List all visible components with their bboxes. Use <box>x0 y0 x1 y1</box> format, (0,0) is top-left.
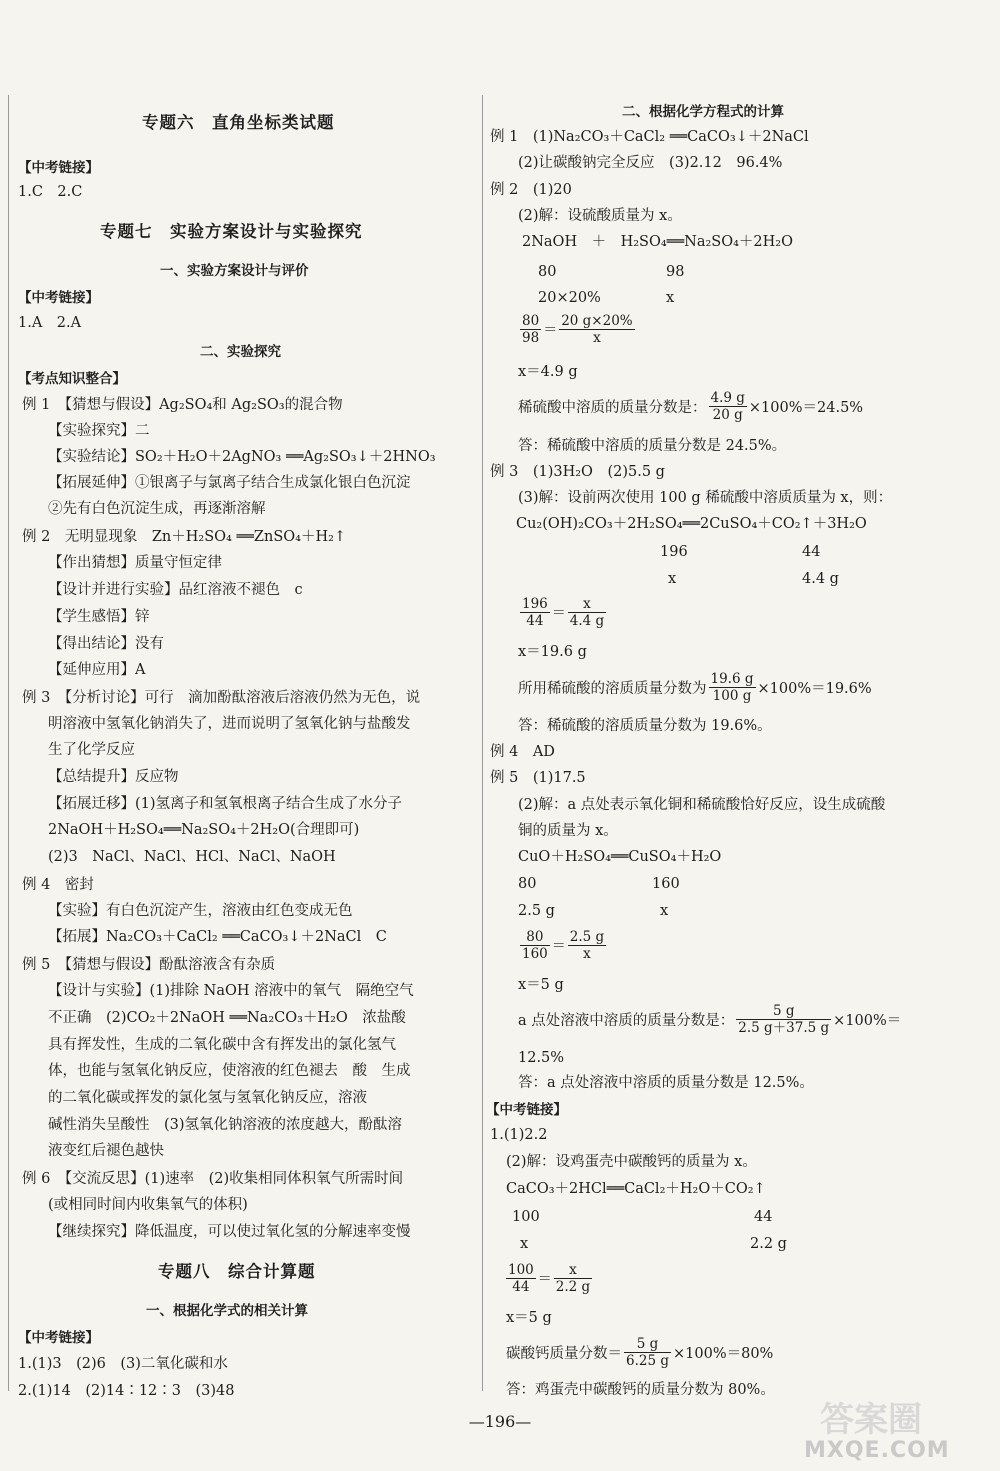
rex2-x-value: x＝4.9 g <box>518 364 578 380</box>
link1-line2: (2)解：设鸡蛋壳中碳酸钙的质量为 x。 <box>506 1154 757 1170</box>
link1-percent: 碳酸钙质量分数＝ $\frac{5 g}{6.25 g}$ ×100%＝80% <box>506 1336 774 1369</box>
topic8-title: 专题八 综合计算题 <box>158 1262 316 1281</box>
topic6-answers: 1.C 2.C <box>18 184 83 200</box>
link1-qty1: x <box>520 1236 529 1252</box>
topic6-link-header: 【中考链接】 <box>18 160 99 176</box>
rex2-mass1: 80 <box>538 264 557 280</box>
topic7-title: 专题七 实验方案设计与实验探究 <box>100 222 363 241</box>
rex2-qty1: 20×20% <box>538 290 601 306</box>
ex4-line2: 【实验】有白色沉淀产生，溶液由红色变成无色 <box>48 903 353 919</box>
ex6-line1: 例 6 【交流反思】(1)速率 (2)收集相同体积氧气所需时间 <box>22 1171 404 1187</box>
rex5-proportion: $\frac{80}{160}$ ＝ $\frac{2.5 g}{x}$ <box>522 929 605 962</box>
ex3-line1: 例 3 【分析讨论】可行 滴加酚酞溶液后溶液仍然为无色，说 <box>22 690 421 706</box>
fraction: $\frac{5 g}{6.25 g}$ <box>626 1336 669 1369</box>
fraction: $\frac{196}{44}$ <box>522 596 548 629</box>
knowledge-header: 【考点知识整合】 <box>18 371 126 387</box>
ex5-line6: 的二氧化碳或挥发的氯化氢与氢氧化钠反应，溶液 <box>48 1090 367 1106</box>
rex2-line2: (2)解：设硫酸质量为 x。 <box>518 208 682 224</box>
rex2-qty2: x <box>666 290 675 306</box>
topic7-section1: 一、实验方案设计与评价 <box>160 263 309 279</box>
link1-mass1: 100 <box>512 1209 540 1225</box>
topic7-link-header: 【中考链接】 <box>18 290 99 306</box>
topic7-section2: 二、实验探究 <box>200 344 281 360</box>
rex5-line1: 例 5 (1)17.5 <box>490 770 586 786</box>
ex3-line7: (2)3 NaCl、NaCl、HCl、NaCl、NaOH <box>48 849 336 865</box>
rex2-answer: 答：稀硫酸中溶质的质量分数是 24.5%。 <box>518 438 787 454</box>
ex3-line4: 【总结提升】反应物 <box>48 769 179 785</box>
ex1-line1: 例 1 【猜想与假设】Ag₂SO₄和 Ag₂SO₃的混合物 <box>22 397 343 413</box>
watermark-logo: 答案圈 <box>820 1400 922 1440</box>
rex2-percent: 稀硫酸中溶质的质量分数是： $\frac{4.9 g}{20 g}$ ×100%＝24.5% <box>518 390 864 423</box>
ex2-line1: 例 2 无明显现象 Zn＋H₂SO₄ ══ZnSO₄＋H₂↑ <box>22 529 347 545</box>
rex5-mass2: 160 <box>652 876 680 892</box>
fraction: $\frac{5 g}{2.5 g+37.5 g}$ <box>738 1003 830 1036</box>
watermark-text: MXQE.COM <box>804 1438 950 1463</box>
topic6-title: 专题六 直角坐标类试题 <box>142 113 335 132</box>
link1-x-value: x＝5 g <box>506 1310 552 1326</box>
topic8-link-header: 【中考链接】 <box>18 1330 99 1346</box>
ex3-line6: 2NaOH＋H₂SO₄══Na₂SO₄＋2H₂O(合理即可) <box>48 822 360 838</box>
ex5-line2: 【设计与实验】(1)排除 NaOH 溶液中的氧气 隔绝空气 <box>48 983 414 999</box>
rex3-answer: 答：稀硫酸的溶质质量分数为 19.6%。 <box>518 718 772 734</box>
topic7-answers: 1.A 2.A <box>18 315 82 331</box>
link1-qty2: 2.2 g <box>750 1236 787 1252</box>
rex3-equation: Cu₂(OH)₂CO₃＋2H₂SO₄══2CuSO₄＋CO₂↑＋3H₂O <box>516 516 867 532</box>
rex5-line2: (2)解：a 点处表示氧化铜和稀硫酸恰好反应，设生成硫酸 <box>518 797 886 813</box>
left-margin-rule <box>8 95 9 1391</box>
ex6-line2: (或相同时间内收集氧气的体积) <box>48 1197 248 1213</box>
rex5-percent-value: 12.5% <box>518 1050 565 1066</box>
ex4-line3: 【拓展】Na₂CO₃＋CaCl₂ ══CaCO₃↓＋2NaCl C <box>48 929 387 945</box>
ex5-line3: 不正确 (2)CO₂＋2NaOH ══Na₂CO₃＋H₂O 浓盐酸 <box>48 1010 406 1026</box>
link1-proportion: $\frac{100}{44}$ ＝ $\frac{x}{2.2 g}$ <box>508 1262 591 1295</box>
watermark <box>800 1390 990 1465</box>
ex5-line4: 具有挥发性，生成的二氧化碳中含有挥发出的氯化氢气 <box>48 1037 396 1053</box>
page-number: —196— <box>468 1412 532 1431</box>
rex5-line3: 铜的质量为 x。 <box>518 823 618 839</box>
ex5-line7: 碱性消失呈酸性 (3)氢氧化钠溶液的浓度越大，酚酞溶 <box>48 1117 403 1133</box>
rex5-answer: 答：a 点处溶液中溶质的质量分数是 12.5%。 <box>518 1075 814 1091</box>
ex4-line1: 例 4 密封 <box>22 877 94 893</box>
ex2-line5: 【得出结论】没有 <box>48 636 164 652</box>
rex3-line1: 例 3 (1)3H₂O (2)5.5 g <box>490 464 665 480</box>
ex3-line5: 【拓展迁移】(1)氢离子和氢氧根离子结合生成了水分子 <box>48 796 403 812</box>
calc-section-title: 二、根据化学方程式的计算 <box>622 104 784 120</box>
fraction: $\frac{x}{4.4 g}$ <box>569 596 605 629</box>
ex1-line2: 【实验探究】二 <box>48 423 150 439</box>
rex1-line2: (2)让碳酸钠完全反应 (3)2.12 96.4% <box>518 155 783 171</box>
ex2-line2: 【作出猜想】质量守恒定律 <box>48 555 222 571</box>
ex5-line5: 体，也能与氢氧化钠反应，使溶液的红色褪去 酸 生成 <box>48 1063 411 1079</box>
rex5-qty1: 2.5 g <box>518 903 555 919</box>
right-link-header: 【中考链接】 <box>486 1102 567 1118</box>
fraction: $\frac{x}{2.2 g}$ <box>555 1262 591 1295</box>
link1-mass2: 44 <box>754 1209 773 1225</box>
ex2-line3: 【设计并进行实验】品红溶液不褪色 c <box>48 582 303 598</box>
ex1-line5: ②先有白色沉淀生成，再逐渐溶解 <box>48 501 266 517</box>
rex2-equation: 2NaOH ＋ H₂SO₄══Na₂SO₄＋2H₂O <box>522 234 793 250</box>
link1-line1: 1.(1)2.2 <box>490 1127 548 1143</box>
rex5-x-value: x＝5 g <box>518 977 564 993</box>
ex5-line8: 液变红后褪色越快 <box>48 1143 164 1159</box>
link1-answer: 答：鸡蛋壳中碳酸钙的质量分数为 80%。 <box>506 1382 775 1398</box>
rex5-mass1: 80 <box>518 876 537 892</box>
ex2-line4: 【学生感悟】锌 <box>48 609 150 625</box>
rex3-qty1: x <box>668 571 677 587</box>
fraction: $\frac{20 g\times 20\%}{x}$ <box>561 313 633 346</box>
rex4-line: 例 4 AD <box>490 744 555 760</box>
ex6-line3: 【继续探究】降低温度，可以使过氧化氢的分解速率变慢 <box>48 1224 411 1240</box>
rex2-mass2: 98 <box>666 264 685 280</box>
rex3-mass2: 44 <box>802 544 821 560</box>
ex5-line1: 例 5 【猜想与假设】酚酞溶液含有杂质 <box>22 957 276 973</box>
rex3-x-value: x＝19.6 g <box>518 644 587 660</box>
rex1-line1: 例 1 (1)Na₂CO₃＋CaCl₂ ══CaCO₃↓＋2NaCl <box>490 129 809 145</box>
topic8-answer2: 2.(1)14 (2)14∶12∶3 (3)48 <box>18 1383 235 1399</box>
ex1-line3: 【实验结论】SO₂＋H₂O＋2AgNO₃ ══Ag₂SO₃↓＋2HNO₃ <box>48 449 436 465</box>
column-divider <box>482 95 483 1391</box>
fraction: $\frac{100}{44}$ <box>508 1262 534 1295</box>
fraction: $\frac{19.6 g}{100 g}$ <box>710 671 754 704</box>
ex3-line2: 明溶液中氢氧化钠消失了，进而说明了氢氧化钠与盐酸发 <box>48 716 411 732</box>
fraction: $\frac{2.5 g}{x}$ <box>569 929 605 962</box>
rex2-proportion: $\frac{80}{98}$ ＝ $\frac{20 g\times 20\%}{x}$ <box>522 313 633 346</box>
rex3-qty2: 4.4 g <box>802 571 839 587</box>
rex3-mass1: 196 <box>660 544 688 560</box>
rex3-percent: 所用稀硫酸的溶质质量分数为 $\frac{19.6 g}{100 g}$ ×100%＝19.6% <box>518 671 872 704</box>
rex2-line1: 例 2 (1)20 <box>490 182 572 198</box>
topic8-answer1: 1.(1)3 (2)6 (3)二氧化碳和水 <box>18 1356 228 1372</box>
rex3-line2: (3)解：设前两次使用 100 g 稀硫酸中溶质质量为 x，则： <box>518 490 893 506</box>
ex3-line3: 生了化学反应 <box>48 742 135 758</box>
link1-equation: CaCO₃＋2HCl══CaCl₂＋H₂O＋CO₂↑ <box>506 1181 766 1197</box>
ex1-line4: 【拓展延伸】①银离子与氯离子结合生成氯化银白色沉淀 <box>48 475 411 491</box>
rex5-qty2: x <box>660 903 669 919</box>
rex5-percent: a 点处溶液中溶质的质量分数是： $\frac{5 g}{2.5 g+37.5 g}$ ×100%＝ <box>518 1003 902 1036</box>
fraction: $\frac{4.9 g}{20 g}$ <box>710 390 745 423</box>
fraction: $\frac{80}{98}$ <box>522 313 540 346</box>
topic8-section1: 一、根据化学式的相关计算 <box>146 1303 308 1319</box>
fraction: $\frac{80}{160}$ <box>522 929 548 962</box>
rex5-equation: CuO＋H₂SO₄══CuSO₄＋H₂O <box>518 849 722 865</box>
ex2-line6: 【延伸应用】A <box>48 662 146 678</box>
rex3-proportion: $\frac{196}{44}$ ＝ $\frac{x}{4.4 g}$ <box>522 596 605 629</box>
